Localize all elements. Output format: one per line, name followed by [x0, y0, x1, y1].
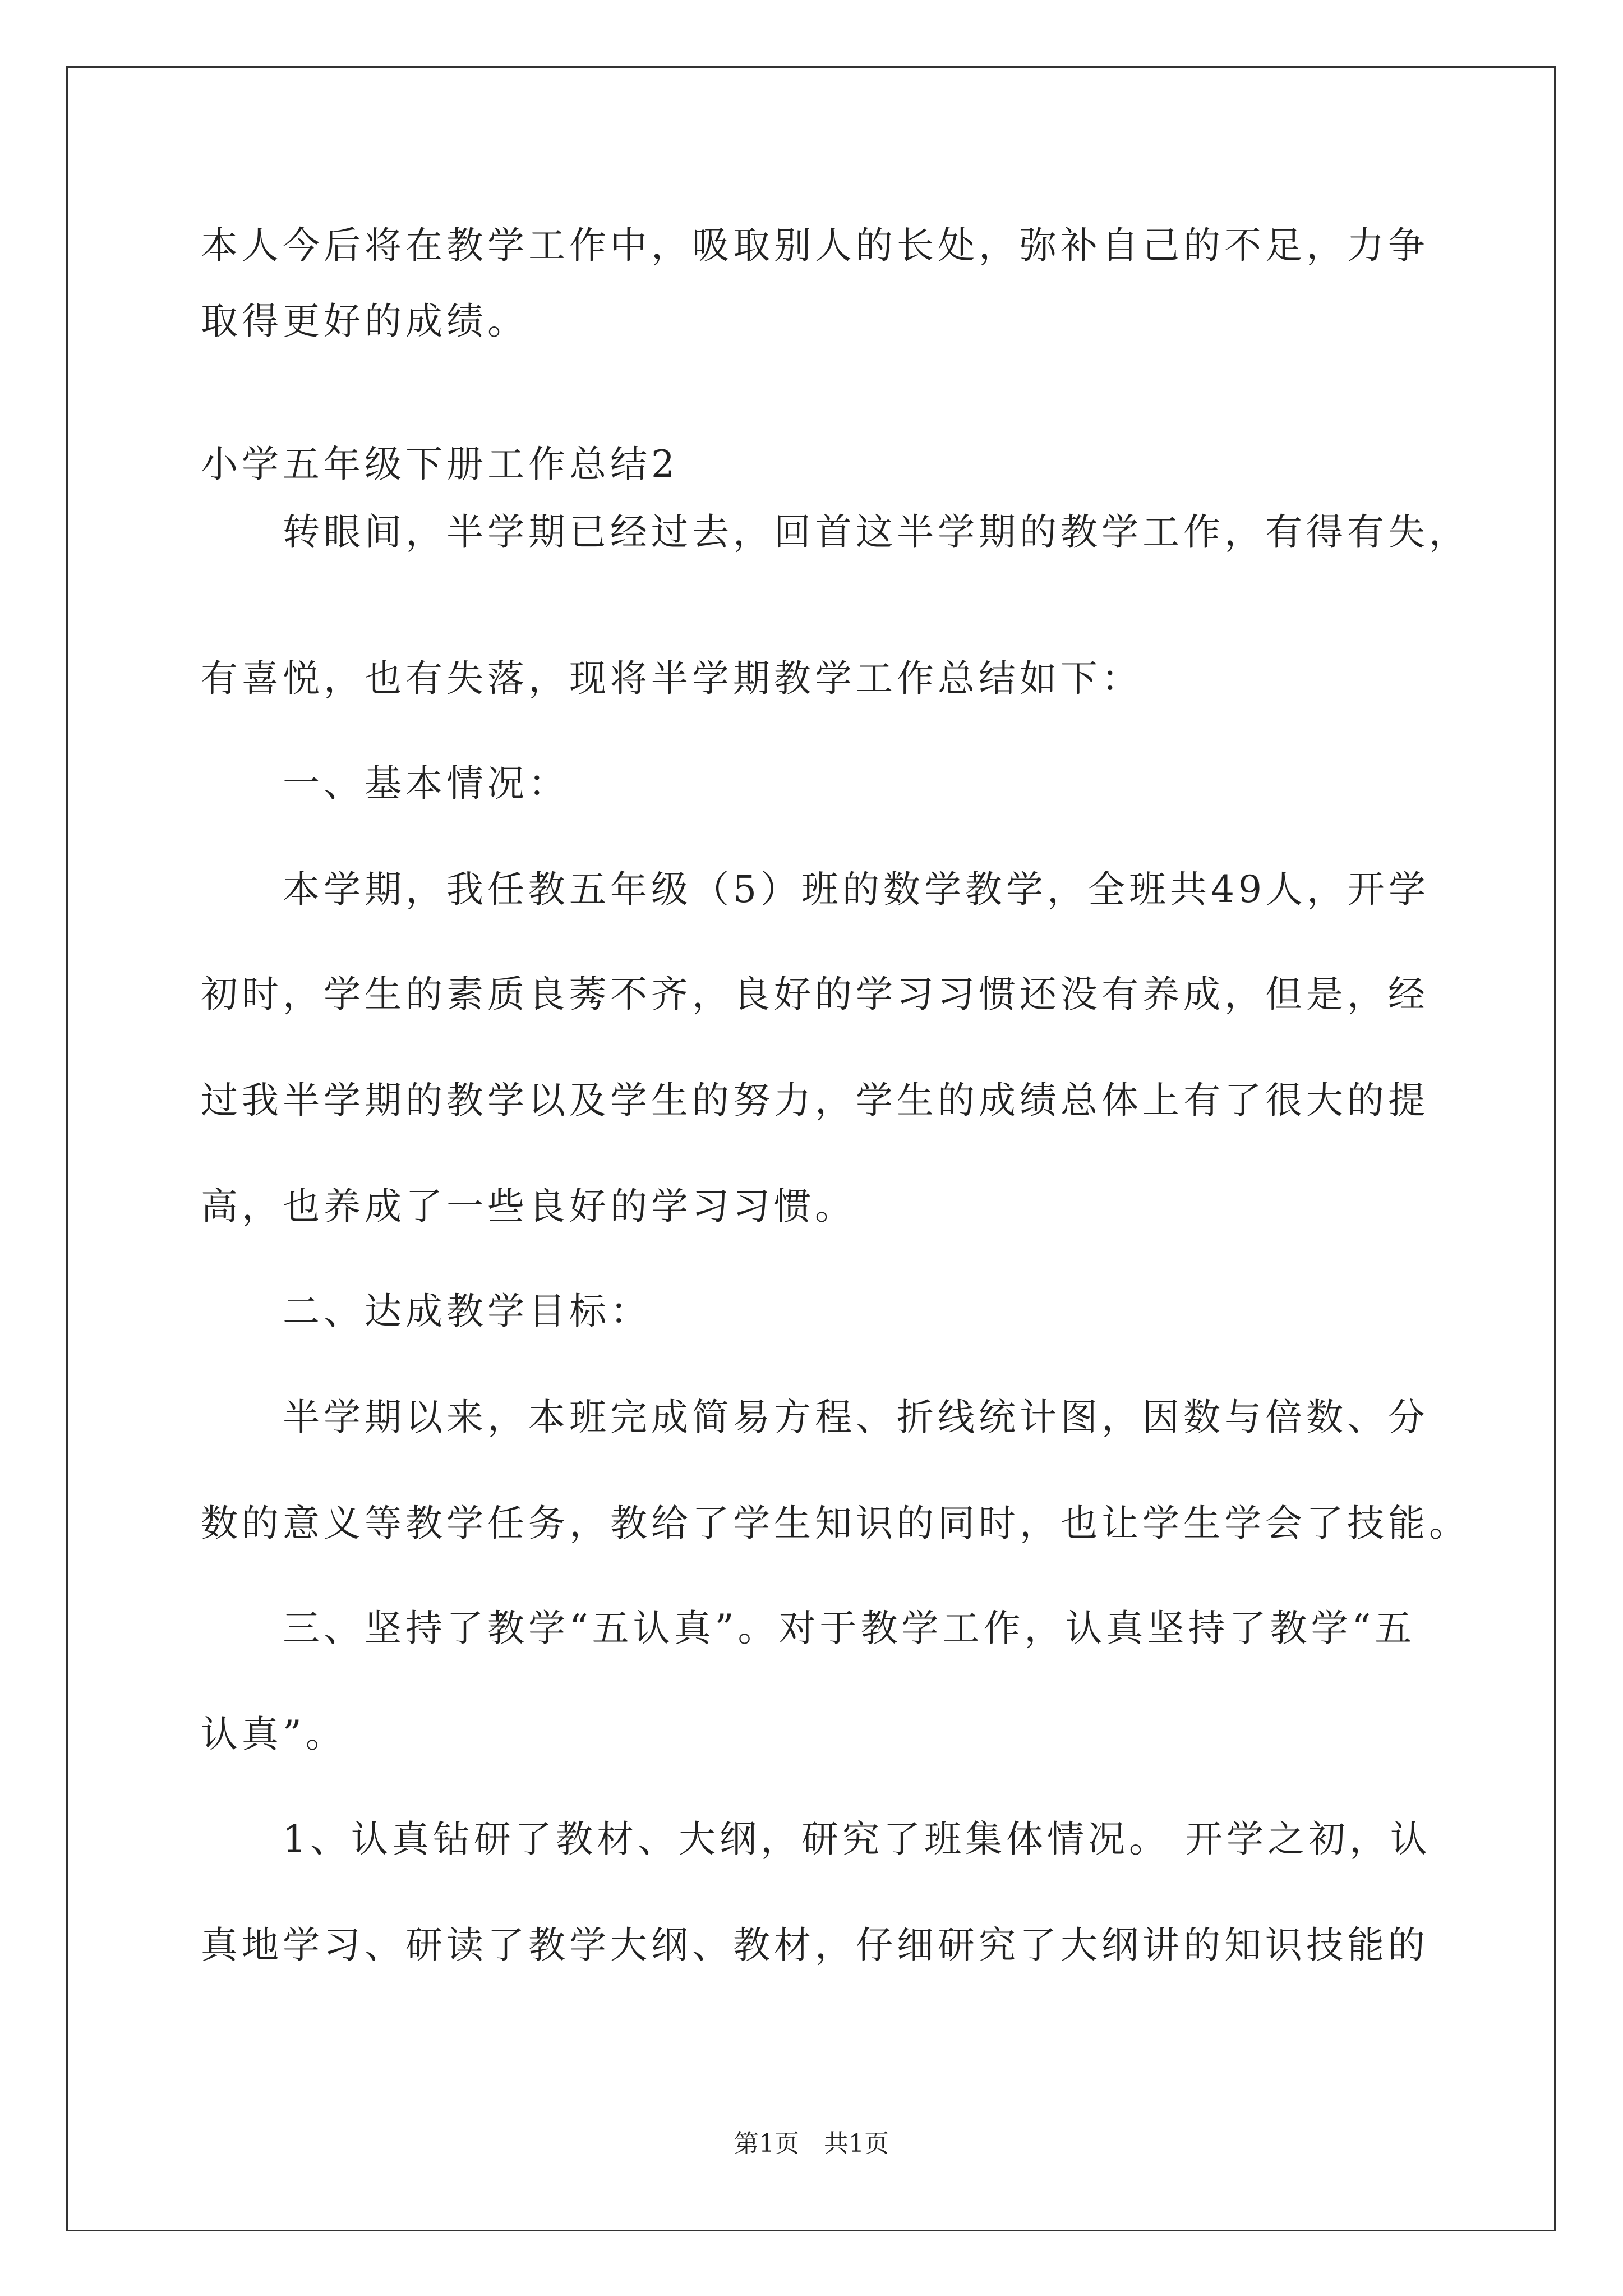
text-line: 本人今后将在教学工作中，吸取别人的长处，弥补自己的不足，力争: [201, 224, 1429, 267]
text-line: 有喜悦，也有失落，现将半学期教学工作总结如下：: [201, 657, 1142, 700]
text-line: 初时，学生的素质良莠不齐，良好的学习习惯还没有养成，但是，经: [201, 973, 1429, 1016]
subsection-heading: 三、坚持了教学“五认真”。对于教学工作，认真坚持了教学“五: [283, 1607, 1416, 1650]
text-line: 转眼间，半学期已经过去，回首这半学期的教学工作，有得有失，: [283, 510, 1470, 554]
text-line: 数的意义等教学任务，教给了学生知识的同时，也让学生学会了技能。: [201, 1502, 1470, 1545]
text-line: 本学期，我任教五年级（5）班的数学教学，全班共49人，开学: [283, 868, 1430, 911]
subsection-heading: 一、基本情况：: [283, 762, 569, 805]
text-line: 半学期以来，本班完成简易方程、折线统计图，因数与倍数、分: [283, 1396, 1429, 1439]
text-line: 高，也养成了一些良好的学习习惯。: [201, 1185, 856, 1228]
text-line: 认真”。: [201, 1713, 347, 1756]
subsection-heading: 二、达成教学目标：: [283, 1290, 651, 1333]
page-number-footer: 第1页 共1页: [734, 2129, 889, 2158]
section-heading: 小学五年级下册工作总结2: [201, 443, 679, 486]
text-line: 1、认真钻研了教材、大纲，研究了班集体情况。 开学之初，认: [283, 1818, 1431, 1861]
page-border: [66, 66, 1556, 2231]
text-line: 过我半学期的教学以及学生的努力，学生的成绩总体上有了很大的提: [201, 1079, 1429, 1122]
text-line: 取得更好的成绩。: [201, 300, 528, 343]
text-line: 真地学习、研读了教学大纲、教材，仔细研究了大纲讲的知识技能的: [201, 1924, 1429, 1967]
